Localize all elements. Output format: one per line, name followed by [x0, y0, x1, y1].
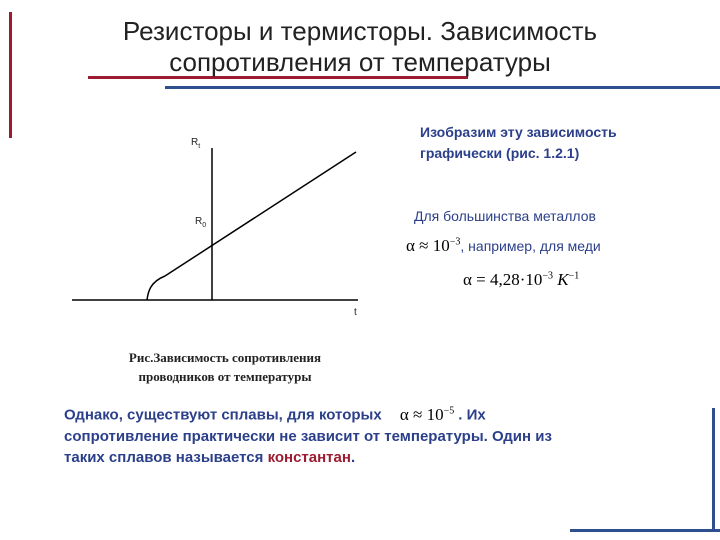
resistance-line — [165, 152, 356, 276]
low-temperature-curve — [147, 276, 165, 300]
caption-line2: проводников от температуры — [138, 369, 312, 384]
intro-line2: графически (рис. 1.2.1) — [420, 145, 580, 161]
constantan-highlight: константан — [267, 448, 351, 466]
example-text: , например, для меди — [460, 238, 601, 254]
slide-title-line2: сопротивления от температуры — [169, 47, 551, 77]
formula-row-1 — [406, 236, 601, 256]
graph-caption — [90, 348, 360, 386]
alloys-line2: сопротивление практически не зависит от температуры. Один из — [64, 427, 552, 445]
alloys-line1: Однако, существуют сплавы, для которых $\alpha \approx 10^{-5}$ . Их — [64, 404, 486, 424]
intro-text — [420, 122, 710, 164]
formula-alpha-10-3: $\alpha \approx 10^{-3}$ — [406, 236, 461, 255]
y-axis-label: $R_t$ — [191, 137, 201, 150]
x-axis-label: t — [354, 307, 357, 318]
alloys-paragraph — [64, 400, 654, 468]
alloys-line3: таких сплавов называется константан. — [64, 448, 356, 466]
caption-line1: Рис.Зависимость сопротивления — [128, 350, 322, 365]
formula-alpha-10-5: $\alpha \approx 10^{-5}$ — [399, 404, 455, 424]
slide-title-line1: Резисторы и термисторы. Зависимость — [122, 16, 598, 46]
r0-label: $R_0$ — [195, 216, 207, 229]
intro-line1: Изобразим эту зависимость — [420, 124, 617, 140]
formula-copper: $\alpha = 4,28\cdot 10^{-3}$ $K^{-1}$ — [463, 270, 580, 289]
metals-text: Для большинства металлов — [414, 208, 596, 224]
